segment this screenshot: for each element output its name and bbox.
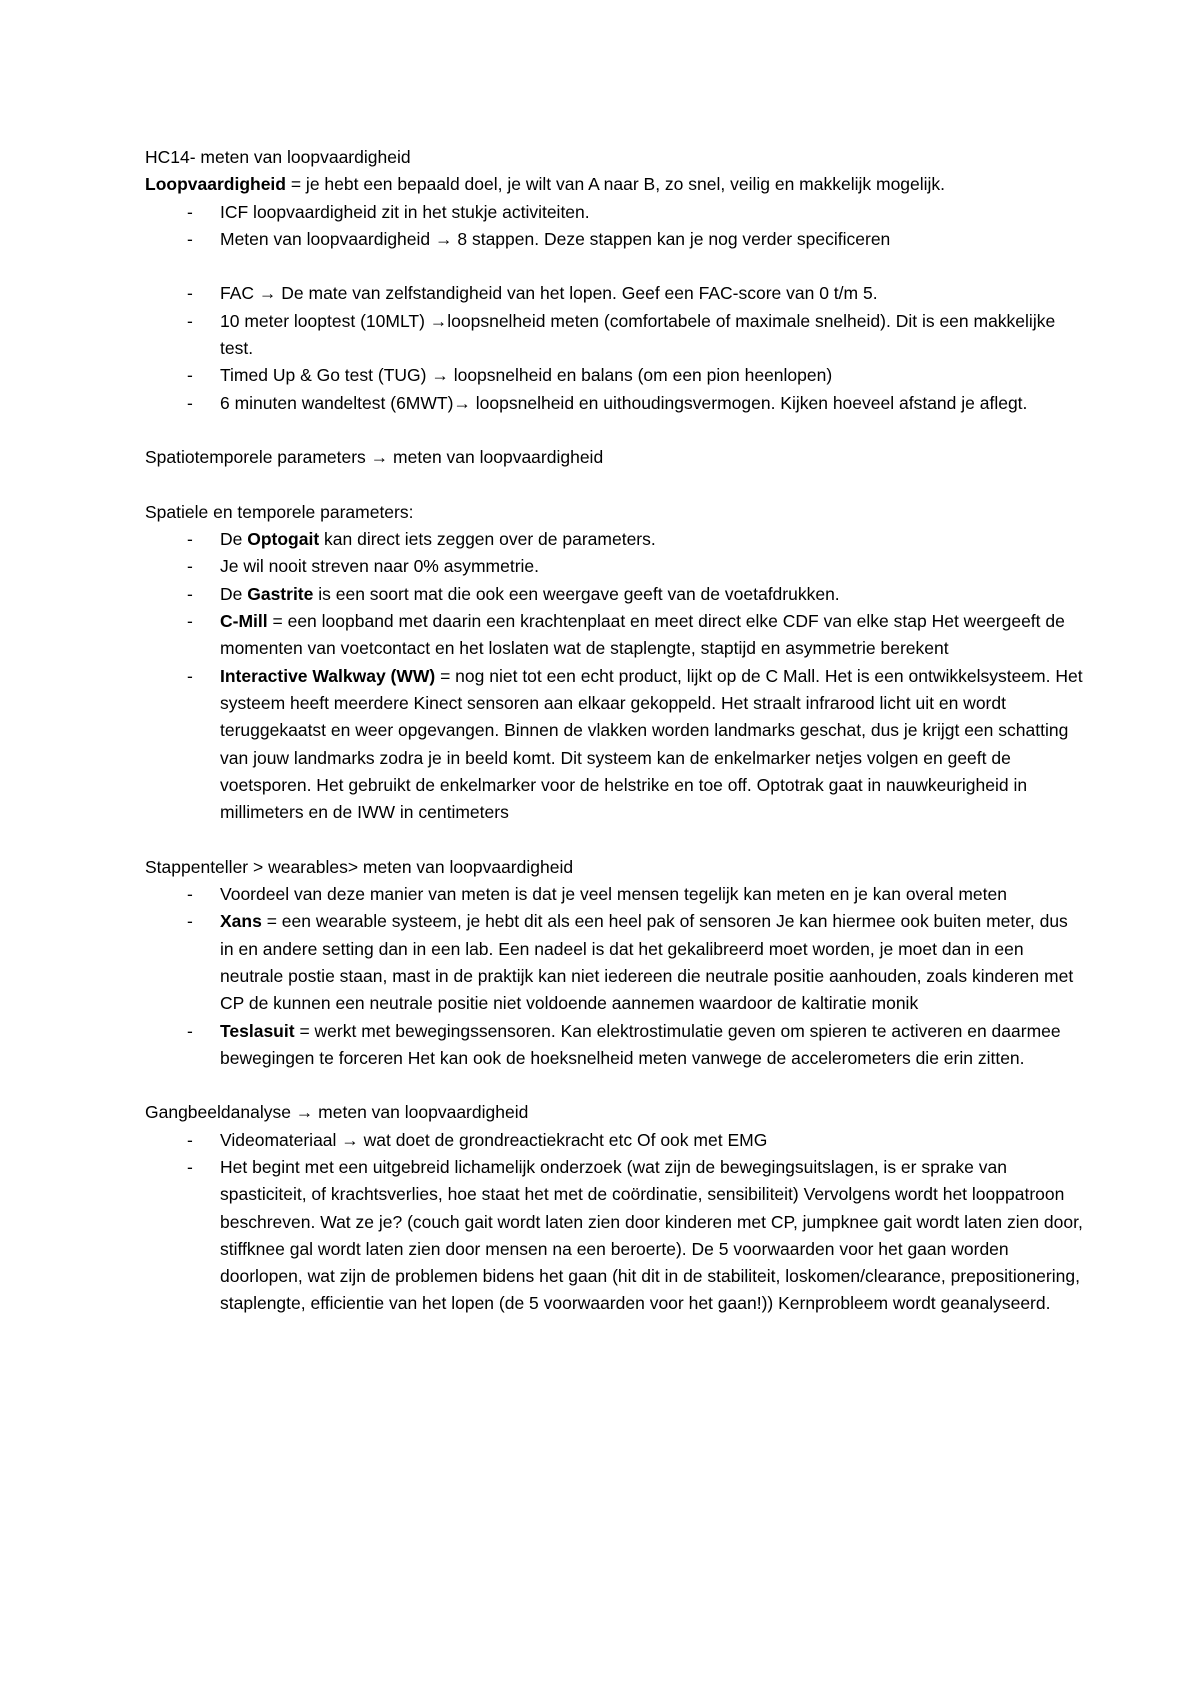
- section-heading-wearables: Stappenteller > wearables> meten van loopvaardigheid: [145, 856, 574, 877]
- section-heading-spatial: Spatiele en temporele parameters:: [145, 501, 414, 522]
- spacer: [145, 472, 1085, 499]
- gait-list: [145, 1127, 1085, 1318]
- list-item: - Interactive Walkway (WW) = nog niet tot een echt product, lijkt op de C Mall. Het is een ontwikkelsysteem. Het systeem heeft meerdere Kinect sensoren aan elkaar gekoppeld. Het straalt infrarood licht uit en wordt teruggekaatst en weer opgevangen. Binnen de vlakken worden landmarks geschat, dus je krijgt een schatting van jouw landmarks zodra je in beeld komt. Dit systeem kan de enkelmarker netjes volgen en geeft de voetsporen. Het gebruikt de enkelmarker voor de helstrike en toe off. Optotrak gaat in nauwkeurigheid in millimeters en de IWW in centimeters: [145, 663, 1085, 827]
- list-item: - Voordeel van deze manier van meten is dat je veel mensen tegelijk kan meten en je kan overal meten: [145, 881, 1085, 908]
- definition-term: Loopvaardigheid: [145, 174, 286, 195]
- list-item: - De Gastrite is een soort mat die ook een weergave geeft van de voetafdrukken.: [145, 581, 1085, 608]
- section-heading-spatiotemporal: Spatiotemporele parameters → meten van loopvaardigheid: [145, 447, 604, 468]
- document-title: HC14- meten van loopvaardigheid: [145, 147, 411, 167]
- spacer: [145, 417, 1085, 444]
- list-item: - Het begint met een uitgebreid lichamelijk onderzoek (wat zijn de bewegingsuitslagen, is er sprake van spasticiteit, of krachtsverlies, hoe staat het met de coördinatie, sensibiliteit) Vervolgens wordt het looppatroon beschreven. Wat ze je? (couch gait wordt laten zien door kinderen met CP, jumpknee gait wordt laten zien door, stiffknee gal wordt laten zien door mensen na een beroerte). De 5 voorwaarden voor het gaan worden doorlopen, wat zijn de problemen bidens het gaan (hit dit in de stabiliteit, loskomen/clearance, prepositionering, staplengte, efficientie van het lopen (de 5 voorwaarden voor het gaan!)) Kernprobleem wordt geanalyseerd.: [145, 1154, 1085, 1318]
- tests-list: [145, 280, 1085, 416]
- list-item: - C-Mill = een loopband met daarin een krachtenplaat en meet direct elke CDF van elke stap Het weergeeft de momenten van voetcontact en het loslaten wat de staplengte, staptijd en asymmetrie berekent: [145, 608, 1085, 663]
- list-item: - Teslasuit = werkt met bewegingssensoren. Kan elektrostimulatie geven om spieren te activeren en daarmee bewegingen te forceren Het kan ook de hoeksnelheid meten vanwege de accelerometers die erin zitten.: [145, 1018, 1085, 1073]
- wearables-list: [145, 881, 1085, 1072]
- definition-line: [145, 171, 1085, 198]
- spatial-list: [145, 526, 1085, 826]
- section-heading-gait: Gangbeeldanalyse → meten van loopvaardigheid: [145, 1102, 529, 1123]
- definition-text: = je hebt een bepaald doel, je wilt van A naar B, zo snel, veilig en makkelijk mogelijk.: [285, 174, 946, 195]
- document-page: [145, 144, 1085, 1318]
- list-item: - 10 meter looptest (10MLT) →loopsnelheid meten (comfortabele of maximale snelheid). Dit is een makkelijke test.: [145, 308, 1085, 363]
- spacer: [145, 1072, 1085, 1099]
- list-item: - ICF loopvaardigheid zit in het stukje activiteiten.: [145, 199, 1085, 226]
- list-item: - Videomateriaal → wat doet de grondreactiekracht etc Of ook met EMG: [145, 1127, 1085, 1154]
- list-item: - Je wil nooit streven naar 0% asymmetrie.: [145, 553, 1085, 580]
- intro-list: [145, 199, 1085, 254]
- list-item: - De Optogait kan direct iets zeggen over de parameters.: [145, 526, 1085, 553]
- list-item: - Xans = een wearable systeem, je hebt dit als een heel pak of sensoren Je kan hiermee ook buiten meter, dus in en andere setting dan in een lab. Een nadeel is dat het gekalibreerd moet worden, je moet dan in een neutrale postie staan, mast in de praktijk kan niet iedereen die neutrale positie aanhouden, zoals kinderen met CP de kunnen een neutrale positie niet voldoende aannemen waardoor de kaltiratie monik: [145, 908, 1085, 1017]
- list-item: - Meten van loopvaardigheid → 8 stappen. Deze stappen kan je nog verder specificeren: [145, 226, 1085, 253]
- list-item: - Timed Up & Go test (TUG) → loopsnelheid en balans (om een pion heenlopen): [145, 362, 1085, 389]
- spacer: [145, 826, 1085, 853]
- spacer: [145, 253, 1085, 280]
- list-item: - 6 minuten wandeltest (6MWT)→ loopsnelheid en uithoudingsvermogen. Kijken hoeveel afstand je aflegt.: [145, 390, 1085, 417]
- list-item: - FAC → De mate van zelfstandigheid van het lopen. Geef een FAC-score van 0 t/m 5.: [145, 280, 1085, 307]
